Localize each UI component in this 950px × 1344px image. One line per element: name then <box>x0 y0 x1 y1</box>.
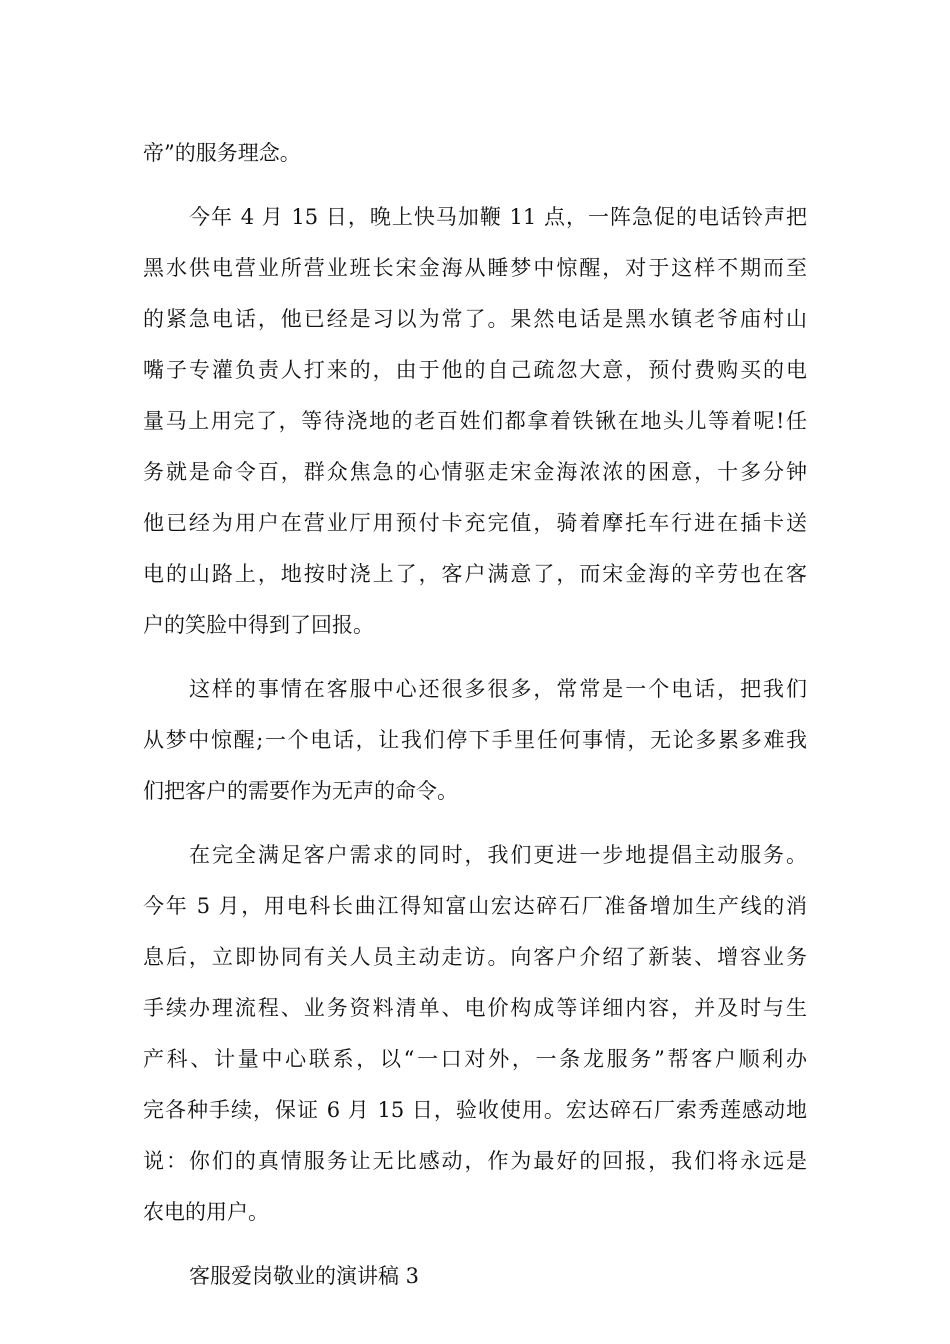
text-line: 嘴子专灌负责人打来的，由于他的自己疏忽大意，预付费购买的电 <box>143 358 807 382</box>
text-line: 息后，立即协同有关人员主动走访。向客户介绍了新装、增容业务 <box>143 945 807 969</box>
paragraph-4 <box>143 830 807 1238</box>
text-line: 今年 5 月，用电科长曲江得知富山宏达碎石厂准备增加生产线的消 <box>143 894 807 918</box>
text-line: 们把客户的需要作为无声的命令。 <box>143 779 458 803</box>
text-line: 这样的事情在客服中心还很多很多，常常是一个电话，把我们 <box>189 677 807 701</box>
section-heading <box>143 1251 807 1302</box>
text-line: 户的笑脸中得到了回报。 <box>143 613 374 637</box>
paragraph-3 <box>143 664 807 817</box>
text-line: 在完全满足客户需求的同时，我们更进一步地提倡主动服务。 <box>189 843 807 867</box>
text-line: 务就是命令百，群众焦急的心情驱走宋金海浓浓的困意，十多分钟 <box>143 460 807 484</box>
text-line: 黑水供电营业所营业班长宋金海从睡梦中惊醒，对于这样不期而至 <box>143 256 807 280</box>
text-line: 手续办理流程、业务资料清单、电价构成等详细内容，并及时与生 <box>143 996 807 1020</box>
paragraph-2 <box>143 192 807 651</box>
text-line: 的紧急电话，他已经是习以为常了。果然电话是黑水镇老爷庙村山 <box>143 307 807 331</box>
text-line: 帝”的服务理念。 <box>143 141 301 165</box>
text-line: 产科、计量中心联系，以“一口对外，一条龙服务”帮客户顺利办 <box>143 1047 807 1071</box>
document-body <box>143 128 807 1302</box>
text-line: 农电的用户。 <box>143 1200 269 1224</box>
text-line: 说：你们的真情服务让无比感动，作为最好的回报，我们将永远是 <box>143 1149 807 1173</box>
text-line: 电的山路上，地按时浇上了，客户满意了，而宋金海的辛劳也在客 <box>143 562 807 586</box>
heading-line: 客服爱岗敬业的演讲稿 3 <box>189 1264 420 1288</box>
paragraph-1 <box>143 128 807 179</box>
text-line: 完各种手续，保证 6 月 15 日，验收使用。宏达碎石厂索秀莲感动地 <box>143 1098 807 1122</box>
text-line: 他已经为用户在营业厅用预付卡充完值，骑着摩托车行进在插卡送 <box>143 511 807 535</box>
text-line: 量马上用完了，等待浇地的老百姓们都拿着铁锹在地头儿等着呢!任 <box>143 409 807 433</box>
text-line: 从梦中惊醒;一个电话，让我们停下手里任何事情，无论多累多难我 <box>143 728 807 752</box>
text-line: 今年 4 月 15 日，晚上快马加鞭 11 点，一阵急促的电话铃声把 <box>189 205 807 229</box>
